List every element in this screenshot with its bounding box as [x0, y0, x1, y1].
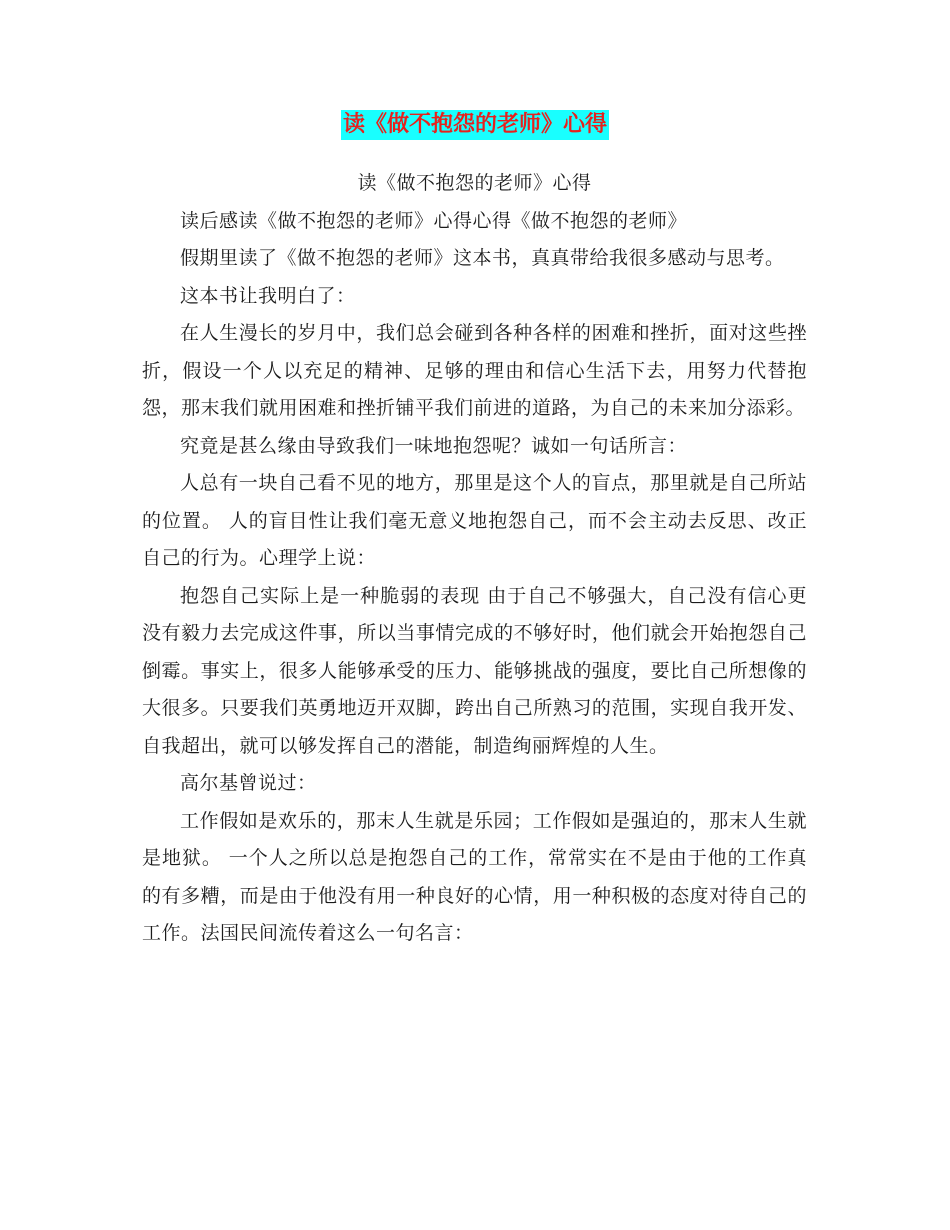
paragraph: 读后感读《做不抱怨的老师》心得心得《做不抱怨的老师》 [180, 209, 688, 232]
paragraph: 假期里读了《做不抱怨的老师》这本书，真真带给我很多感动与思考。 [180, 247, 785, 269]
paragraph: 究竟是甚么缘由导致我们一味地抱怨呢？诚如一句话所言： [180, 434, 688, 457]
document-subtitle: 读《做不抱怨的老师》心得 [357, 172, 592, 194]
document-body [142, 165, 807, 953]
document-title: 读《做不抱怨的老师》心得 [341, 110, 609, 140]
paragraph: 高尔基曾说过： [180, 772, 317, 794]
paragraph: 抱怨自己实际上是一种脆弱的表现 由于自己不够强大，自己没有信心更没有毅力去完成这件事，所以当事情完成的不够好时，他们就会开始抱怨自己倒霉。事实上，很多人能够承受的压力、能够挑战的强度，要比自己所想像的大很多。只要我们英勇地迈开双脚，跨出自己所熟习的范围，实现自我开发、自我超出，就可以够发挥自己的潜能，制造绚丽辉煌的人生。 [142, 584, 807, 757]
title-container [0, 110, 950, 140]
paragraph: 在人生漫长的岁月中，我们总会碰到各种各样的困难和挫折，面对这些挫折，假设一个人以充足的精神、足够的理由和信心生活下去，用努力代替抱怨，那末我们就用困难和挫折铺平我们前进的道路，为自己的未来加分添彩。 [142, 322, 807, 419]
paragraph: 这本书让我明白了： [180, 284, 356, 307]
paragraph: 人总有一块自己看不见的地方，那里是这个人的盲点，那里就是自己所站的位置。 人的盲目性让我们毫无意义地抱怨自己，而不会主动去反思、改正自己的行为。心理学上说： [142, 472, 807, 569]
paragraph: 工作假如是欢乐的，那末人生就是乐园；工作假如是强迫的，那末人生就是地狱。 一个人之所以总是抱怨自己的工作，常常实在不是由于他的工作真的有多糟，而是由于他没有用一种良好的心情，用一种积极的态度对待自己的工作。法国民间流传着这么一句名言： [142, 809, 807, 944]
